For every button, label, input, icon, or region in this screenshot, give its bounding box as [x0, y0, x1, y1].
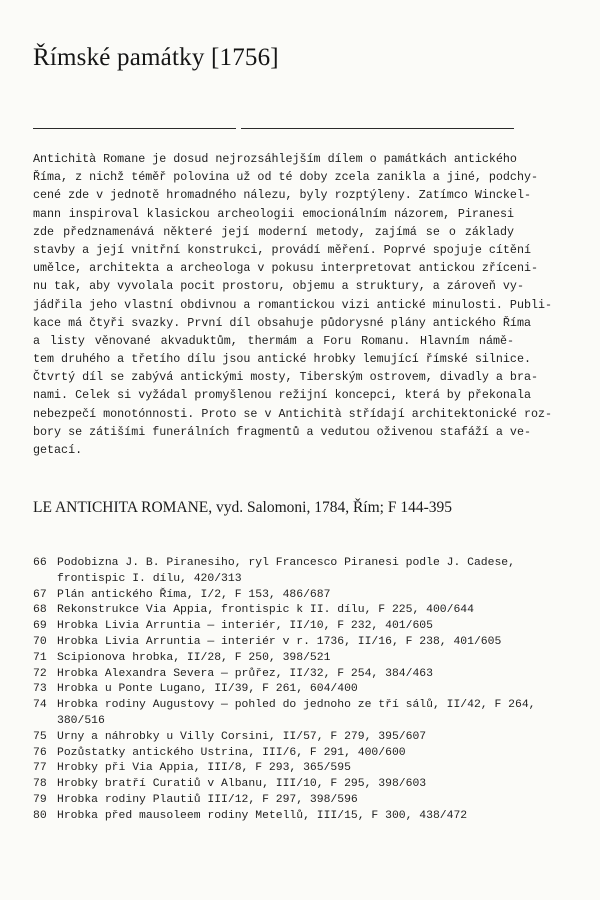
- list-item: [33, 667, 533, 683]
- plate-description: Hrobka u Ponte Lugano, II/39, F 261, 604/400: [57, 683, 358, 696]
- list-item: [33, 809, 533, 825]
- plate-description: frontispic I. dílu, 420/313: [57, 572, 242, 585]
- plate-description: Pozůstatky antického Ustrina, III/6, F 291, 400/600: [57, 746, 406, 759]
- plate-description: Podobizna J. B. Piranesiho, ryl Francesco Piranesi podle J. Cadese,: [57, 557, 515, 569]
- plate-description: Hrobka před mausoleem rodiny Metellů, III/15, F 300, 438/472: [57, 809, 468, 822]
- body-line: nami. Celek si vyžádal promyšlenou režijní koncepci, která by překonala: [33, 388, 531, 403]
- list-item: [33, 556, 533, 588]
- divider-right: [241, 128, 514, 129]
- list-item: [33, 603, 533, 619]
- page-title: Římské památky [1756]: [33, 44, 279, 71]
- plate-description: Hrobka rodiny Augustovy — pohled do jednoho ze tří sálů, II/42, F 264,: [57, 699, 536, 712]
- list-item: [33, 698, 536, 730]
- body-line: jádřila jeho vlastní obdivnou a romantickou vizi antické minulosti. Publi-: [33, 297, 553, 312]
- plate-description: Hrobka rodiny Plautiů III/12, F 297, 398/596: [57, 793, 358, 806]
- plate-description: Hrobky při Via Appia, III/8, F 293, 365/595: [57, 762, 351, 775]
- plate-description: Scipionova hrobka, II/28, F 250, 398/521: [57, 651, 331, 664]
- plate-list: [33, 556, 536, 825]
- body-line: bory se zátišími funerálních fragmentů a vedutou oživenou stafáží a ve-: [33, 424, 531, 439]
- list-item: [33, 619, 533, 635]
- edition-line: LE ANTICHITA ROMANE, vyd. Salomoni, 1784, Řím; F 144-395: [33, 499, 452, 516]
- list-item: [33, 761, 533, 777]
- body-line: a listy věnované akvaduktům, thermám a Foru Romanu. Hlavním námě-: [33, 333, 514, 348]
- list-item: [33, 777, 533, 793]
- plate-number: 69: [33, 620, 47, 633]
- body-line: getací.: [33, 443, 83, 457]
- body-line: kace má čtyři svazky. První díl obsahuje půdorysné plány antického Říma: [33, 315, 531, 330]
- plate-description: Plán antického Říma, I/2, F 153, 486/687: [57, 588, 331, 601]
- list-item: [33, 793, 533, 809]
- list-item: [33, 651, 533, 667]
- plate-description: Hrobka Alexandra Severa — průřez, II/32, F 254, 384/463: [57, 667, 433, 680]
- divider-left: [33, 128, 236, 129]
- plate-number: 70: [33, 635, 47, 648]
- plate-description: Urny a náhrobky u Villy Corsini, II/57, F 279, 395/607: [57, 730, 427, 743]
- plate-number: 75: [33, 730, 47, 743]
- plate-number: 78: [33, 778, 47, 791]
- plate-number: 80: [33, 809, 47, 822]
- plate-number: 67: [33, 588, 47, 601]
- body-paragraph: [33, 150, 553, 459]
- body-line: Antichità Romane je dosud nejrozsáhlejším dílem o památkách antického: [33, 152, 517, 166]
- body-line: tem druhého a třetího dílu jsou antické hrobky lemující římské silnice.: [33, 352, 531, 367]
- body-line: mann inspiroval klasickou archeologii emocionálním názorem, Piranesi: [33, 206, 514, 221]
- plate-number: 74: [33, 699, 47, 712]
- plate-description: Hrobky bratří Curatiů v Albanu, III/10, F 295, 398/603: [57, 778, 427, 791]
- plate-description: Rekonstrukce Via Appia, frontispic k II. dílu, F 225, 400/644: [57, 604, 474, 617]
- body-line: cené zde v jednotě hromadného nálezu, byly rozptýleny. Zatímco Winckel-: [33, 188, 531, 203]
- body-line: Říma, z nichž téměř polovina už od té doby zcela zanikla a jiné, podchy-: [33, 170, 538, 185]
- plate-description: 380/516: [57, 714, 105, 727]
- list-item: [33, 588, 533, 604]
- plate-number: 77: [33, 762, 47, 775]
- plate-number: 71: [33, 651, 47, 664]
- body-line: Čtvrtý díl se zabývá antickými mosty, Tiberským ostrovem, divadly a bra-: [33, 370, 538, 385]
- list-item: [33, 635, 533, 651]
- plate-number: 66: [33, 557, 47, 569]
- body-line: nu tak, aby vyvolala pocit prostoru, objemu a struktury, a zároveň vy-: [33, 279, 524, 294]
- plate-description: Hrobka Livia Arruntia — interiér v r. 1736, II/16, F 238, 401/605: [57, 635, 502, 648]
- plate-number: 72: [33, 667, 47, 680]
- body-line: nebezpečí monotónnosti. Proto se v Antichità střídají architektonické roz-: [33, 406, 553, 421]
- body-line: umělce, architekta a archeologa v pokusu interpretovat antickou zříceni-: [33, 261, 538, 276]
- plate-number: 76: [33, 746, 47, 759]
- plate-number: 79: [33, 793, 47, 806]
- body-line: zde předznamenává některé její moderní metody, zajímá se o základy: [33, 224, 514, 239]
- list-item: [33, 746, 533, 762]
- list-item: [33, 730, 533, 746]
- plate-number: 68: [33, 604, 47, 617]
- plate-number: 73: [33, 683, 47, 696]
- body-line: stavby a její vnitřní konstrukci, provádí měření. Poprvé spojuje cítění: [33, 242, 531, 257]
- plate-description: Hrobka Livia Arruntia — interiér, II/10, F 232, 401/605: [57, 620, 433, 633]
- list-item: [33, 682, 533, 698]
